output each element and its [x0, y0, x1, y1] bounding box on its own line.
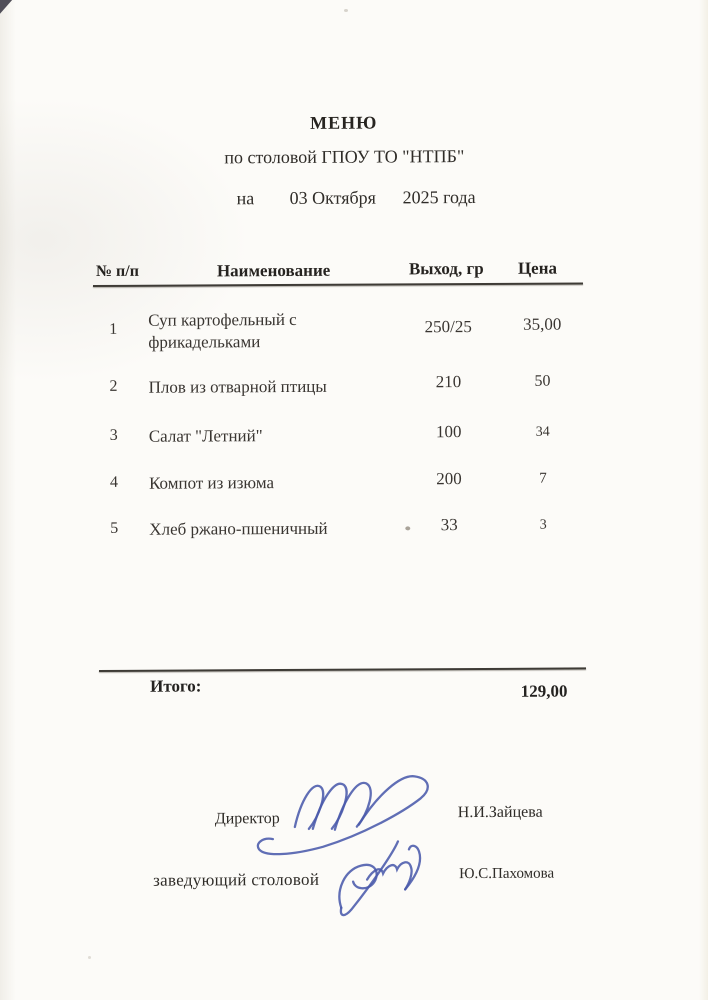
menu-row-number: 2 — [109, 377, 118, 395]
menu-row-name: Суп картофельный с фрикадельками — [148, 309, 297, 352]
date-value: 03 Октября — [289, 187, 376, 208]
menu-row-price: 50 — [534, 372, 551, 390]
menu-row-output: 200 — [436, 469, 462, 489]
column-header-name: Наименование — [216, 260, 331, 281]
menu-title: МЕНЮ — [310, 112, 378, 133]
menu-row-number: 5 — [110, 519, 119, 537]
menu-row-name: Плов из отварной птицы — [148, 376, 327, 397]
column-header-output: Выход, гр — [408, 258, 484, 279]
menu-row-number: 1 — [109, 320, 118, 338]
director-role-label: Директор — [214, 810, 280, 828]
steward-role-label: заведующий столовой — [153, 869, 320, 890]
menu-row-name: Компот из изюма — [148, 473, 275, 493]
menu-row-price: 7 — [539, 470, 547, 487]
menu-row-number: 3 — [109, 426, 118, 444]
date-prefix: на — [236, 188, 255, 209]
menu-row-name: Хлеб ржано-пшеничный — [149, 518, 328, 539]
menu-row-price: 35,00 — [523, 314, 562, 334]
steward-signature-ink — [321, 831, 451, 927]
menu-subtitle: по столовой ГПОУ ТО "НТПБ" — [224, 146, 465, 168]
column-header-price: Цена — [517, 258, 558, 278]
menu-row-name: Салат "Летний" — [148, 426, 263, 446]
column-header-number: № п/п — [95, 262, 139, 280]
steward-signature-name: Ю.С.Пахомова — [459, 865, 555, 883]
total-label: Итого: — [150, 676, 202, 696]
menu-row-output: 250/25 — [424, 317, 472, 337]
total-value: 129,00 — [520, 681, 568, 701]
header-underline — [93, 282, 583, 287]
menu-row-number: 4 — [109, 473, 119, 491]
date-year: 2025 года — [402, 187, 476, 208]
total-overline — [99, 667, 586, 672]
menu-row-price: 34 — [535, 424, 550, 440]
director-signature-name: Н.И.Зайцева — [457, 803, 543, 822]
menu-row-output: 33 — [440, 515, 458, 535]
menu-row-output: 210 — [435, 372, 462, 392]
menu-row-price: 3 — [539, 517, 547, 533]
menu-row-output: 100 — [435, 422, 462, 442]
